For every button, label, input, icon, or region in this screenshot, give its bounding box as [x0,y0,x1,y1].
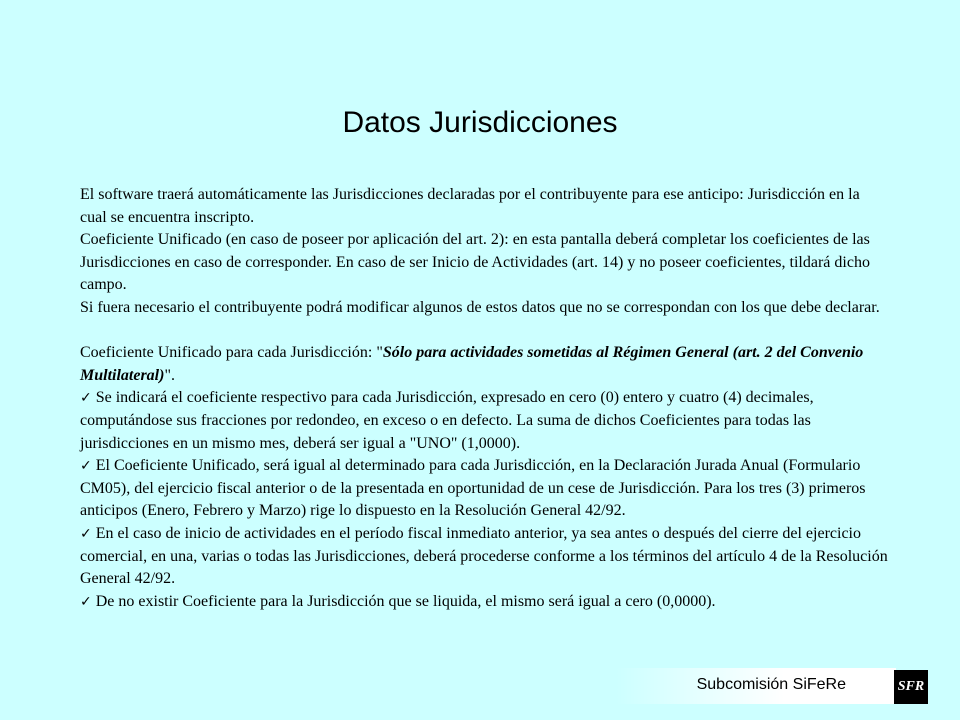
bullet-text: En el caso de inicio de actividades en el período fiscal inmediato anterior, ya sea antes o después del cierre del ejercicio comercial, en una, varias o todas las Jurisdicciones, deberá procederse conforme a los términos del artículo 4 de la Resolución General 42/92. [80,524,888,588]
checkmark-icon: ✓ [80,458,92,475]
coef-emphasis: Sólo para actividades sometidas al Régimen General (art. 2 del Convenio Multilateral) [80,344,864,384]
bullet-text: El Coeficiente Unificado, será igual al determinado para cada Jurisdicción, en la Declaración Jurada Anual (Formulario CM05), del ejercicio fiscal anterior o de la presentada en oportunidad de un cese de Jurisdicción. Para los tres (3) primeros anticipos (Enero, Febrero y Marzo) rige lo dispuesto en la Resolución General 42/92. [80,457,866,520]
intro-paragraph: Coeficiente Unificado (en caso de poseer por aplicación del art. 2): en esta pantalla deberá completar los coeficientes de las Jurisdicciones en caso de corresponder. En caso de ser Inicio de Actividades (art. 14) y no poseer coeficientes, tildará dicho campo. [80,231,870,294]
coef-heading [80,342,890,387]
bullet-text: De no existir Coeficiente para la Jurisdicción que se liquida, el mismo será igual a cero (0,0000). [95,592,716,610]
checkmark-icon: ✓ [80,525,92,542]
footer-label: Subcomisión SiFeRe [696,676,846,693]
bullet-text: Se indicará el coeficiente respectivo para cada Jurisdicción, expresado en cero (0) entero y cuatro (4) decimales, computándose sus fracciones por redondeo, en exceso o en defecto. La suma de dichos Coeficientes para todas las jurisdicciones en un mismo mes, deberá ser igual a "UNO" (1,0000). [80,389,814,452]
intro-paragraph: Si fuera necesario el contribuyente podrá modificar algunos de estos datos que no se correspondan con los que debe declarar. [80,298,880,316]
bullet-item [80,387,890,455]
bullet-item [80,523,890,591]
bullet-item [80,591,890,614]
page-title: Datos Jurisdicciones [342,106,618,139]
slide-body [80,184,890,613]
sfr-logo: SFR [894,670,928,704]
coef-suffix: ". [164,366,175,384]
bullet-item [80,455,890,523]
footer-bar [616,668,896,704]
checkmark-icon: ✓ [80,390,92,407]
checkmark-icon: ✓ [80,593,92,610]
coef-prefix: Coeficiente Unificado para cada Jurisdicción: " [80,344,383,362]
intro-paragraph: El software traerá automáticamente las Jurisdicciones declaradas por el contribuyente para ese anticipo: Jurisdicción en la cual se encuentra inscripto. [80,186,860,226]
